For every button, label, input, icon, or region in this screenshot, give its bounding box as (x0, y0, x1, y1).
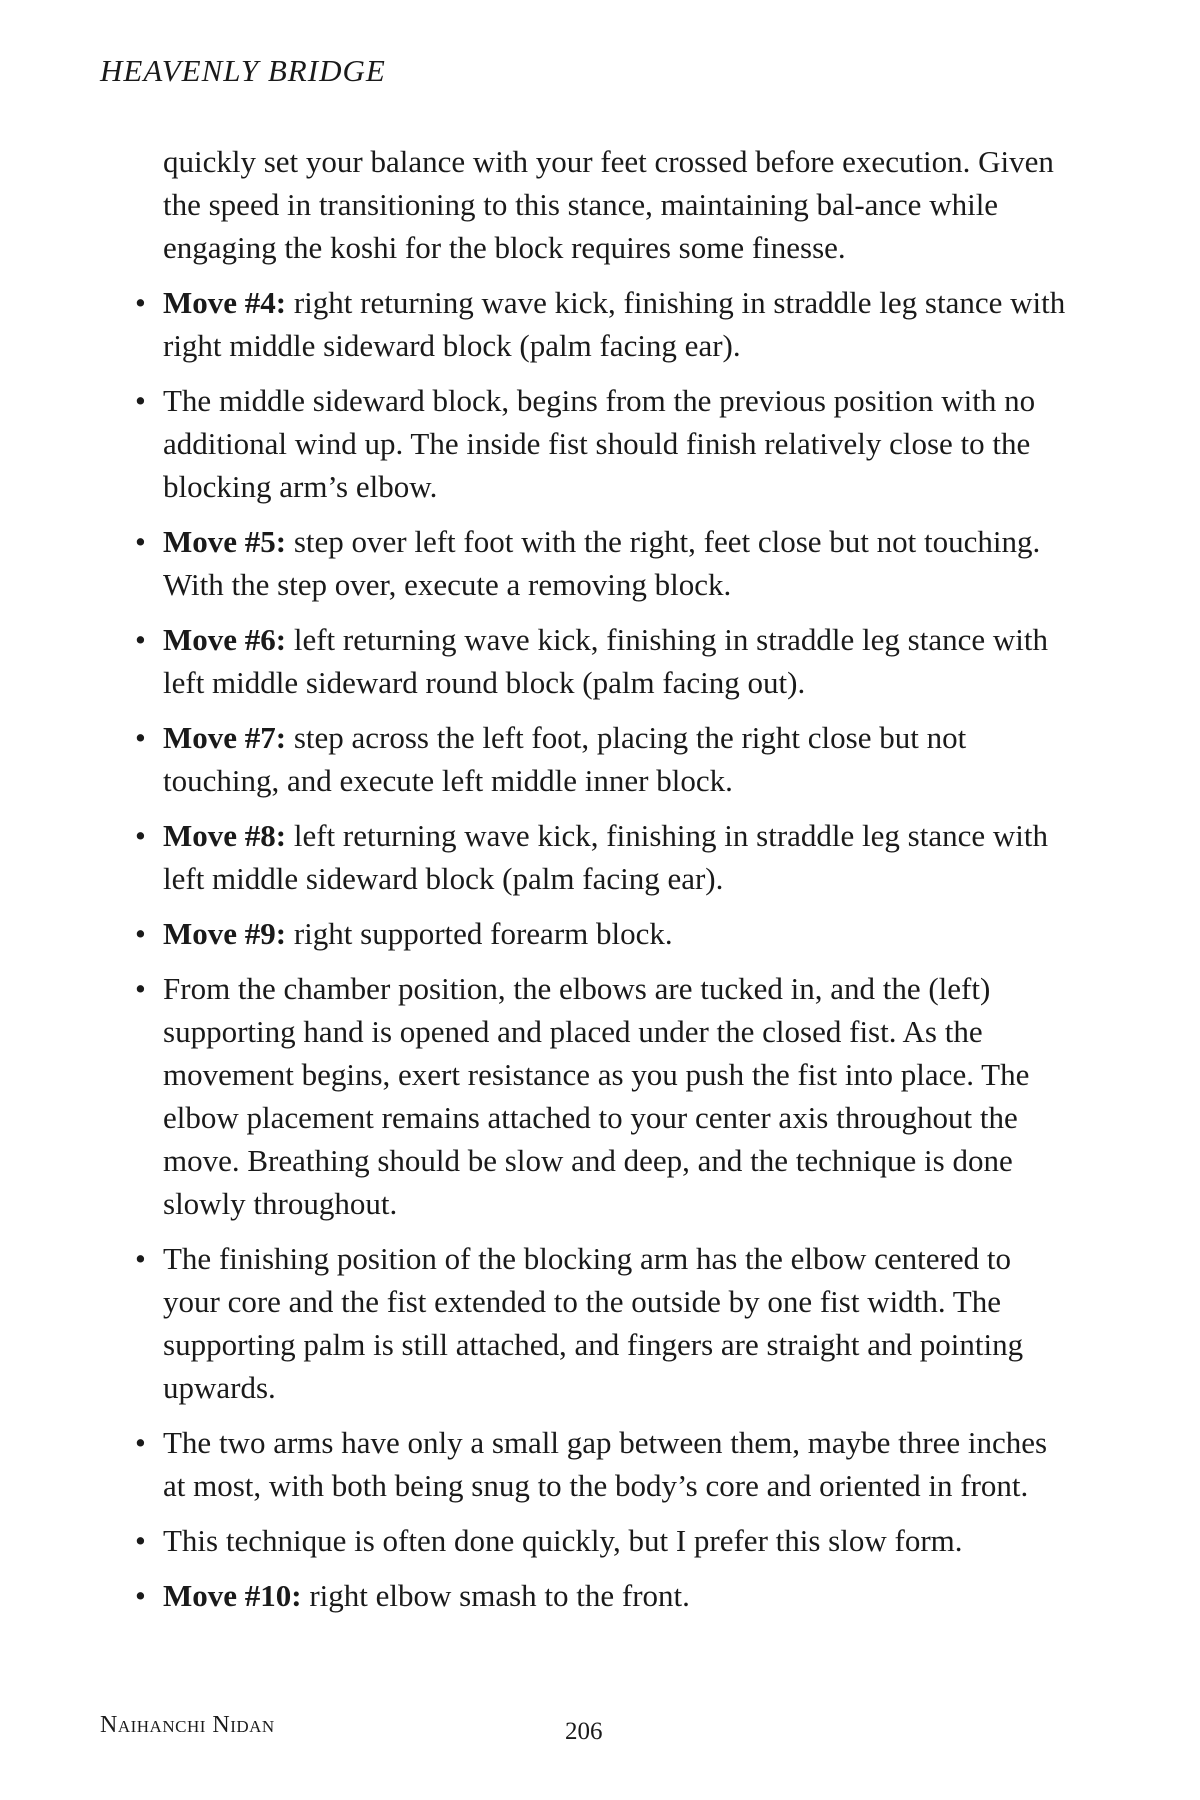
item-text: The two arms have only a small gap between them, maybe three inches at most, with both being snug to the body’s core and oriented in front. (163, 1425, 1048, 1503)
list-item (125, 716, 1075, 802)
item-text: left returning wave kick, finishing in straddle leg stance with left middle sideward round block (palm facing out). (163, 622, 1048, 700)
list-item (125, 1574, 1075, 1617)
bullet-marker: • (135, 285, 146, 320)
move-label: Move #9: (163, 916, 287, 951)
bullet-marker: • (135, 1523, 146, 1558)
item-text: step over left foot with the right, feet close but not touching. With the step over, execute a removing block. (163, 524, 1041, 602)
list-item (125, 281, 1075, 367)
bullet-marker: • (135, 1241, 146, 1276)
list-item (125, 912, 1075, 955)
bullet-marker: • (135, 818, 146, 853)
bullet-marker: • (135, 383, 146, 418)
list-item (125, 1519, 1075, 1562)
list-item (125, 618, 1075, 704)
list-item (125, 967, 1075, 1225)
bullet-marker: • (135, 1425, 146, 1460)
list-item (125, 520, 1075, 606)
bullet-marker: • (135, 1578, 146, 1613)
move-label: Move #7: (163, 720, 287, 755)
bullet-marker: • (135, 524, 146, 559)
move-label: Move #4: (163, 285, 287, 320)
item-text: step across the left foot, placing the right close but not touching, and execute left middle inner block. (163, 720, 967, 798)
item-text: The middle sideward block, begins from the previous position with no additional wind up. The inside fist should finish relatively close to the blocking arm’s elbow. (163, 383, 1036, 504)
list-item (125, 814, 1075, 900)
item-text: right supported forearm block. (286, 916, 673, 951)
move-label: Move #10: (163, 1578, 302, 1613)
bullet-list (125, 281, 1075, 1617)
item-text: The finishing position of the blocking arm has the elbow centered to your core and the fist extended to the outside by one fist width. The supporting palm is still attached, and fingers are straight and pointing upwards. (163, 1241, 1024, 1405)
item-text: right returning wave kick, finishing in straddle leg stance with right middle sideward block (palm facing ear). (163, 285, 1066, 363)
page-number: 206 (565, 1718, 603, 1745)
item-text: This technique is often done quickly, but I prefer this slow form. (163, 1523, 963, 1558)
footer-section-title: Naihanchi Nidan (100, 1712, 275, 1738)
item-text: right elbow smash to the front. (301, 1578, 690, 1613)
item-text: left returning wave kick, finishing in straddle leg stance with left middle sideward block (palm facing ear). (163, 818, 1048, 896)
continuation-paragraph: quickly set your balance with your feet crossed before execution. Given the speed in transitioning to this stance, maintaining bal-ance while engaging the koshi for the block requires some finesse. (163, 144, 1054, 265)
move-label: Move #5: (163, 524, 287, 559)
move-label: Move #8: (163, 818, 287, 853)
item-text: From the chamber position, the elbows are tucked in, and the (left) supporting hand is opened and placed under the closed fist. As the movement begins, exert resistance as you push the fist into place. The elbow placement remains attached to your center axis throughout the move. Breathing should be slow and deep, and the technique is done slowly throughout. (163, 971, 1030, 1221)
move-label: Move #6: (163, 622, 287, 657)
bullet-marker: • (135, 622, 146, 657)
list-item (125, 379, 1075, 508)
list-item (125, 1237, 1075, 1409)
list-item (125, 1421, 1075, 1507)
running-head-title: HEAVENLY BRIDGE (100, 53, 386, 88)
bullet-marker: • (135, 720, 146, 755)
bullet-marker: • (135, 916, 146, 951)
page-body (125, 140, 1075, 1629)
bullet-marker: • (135, 971, 146, 1006)
